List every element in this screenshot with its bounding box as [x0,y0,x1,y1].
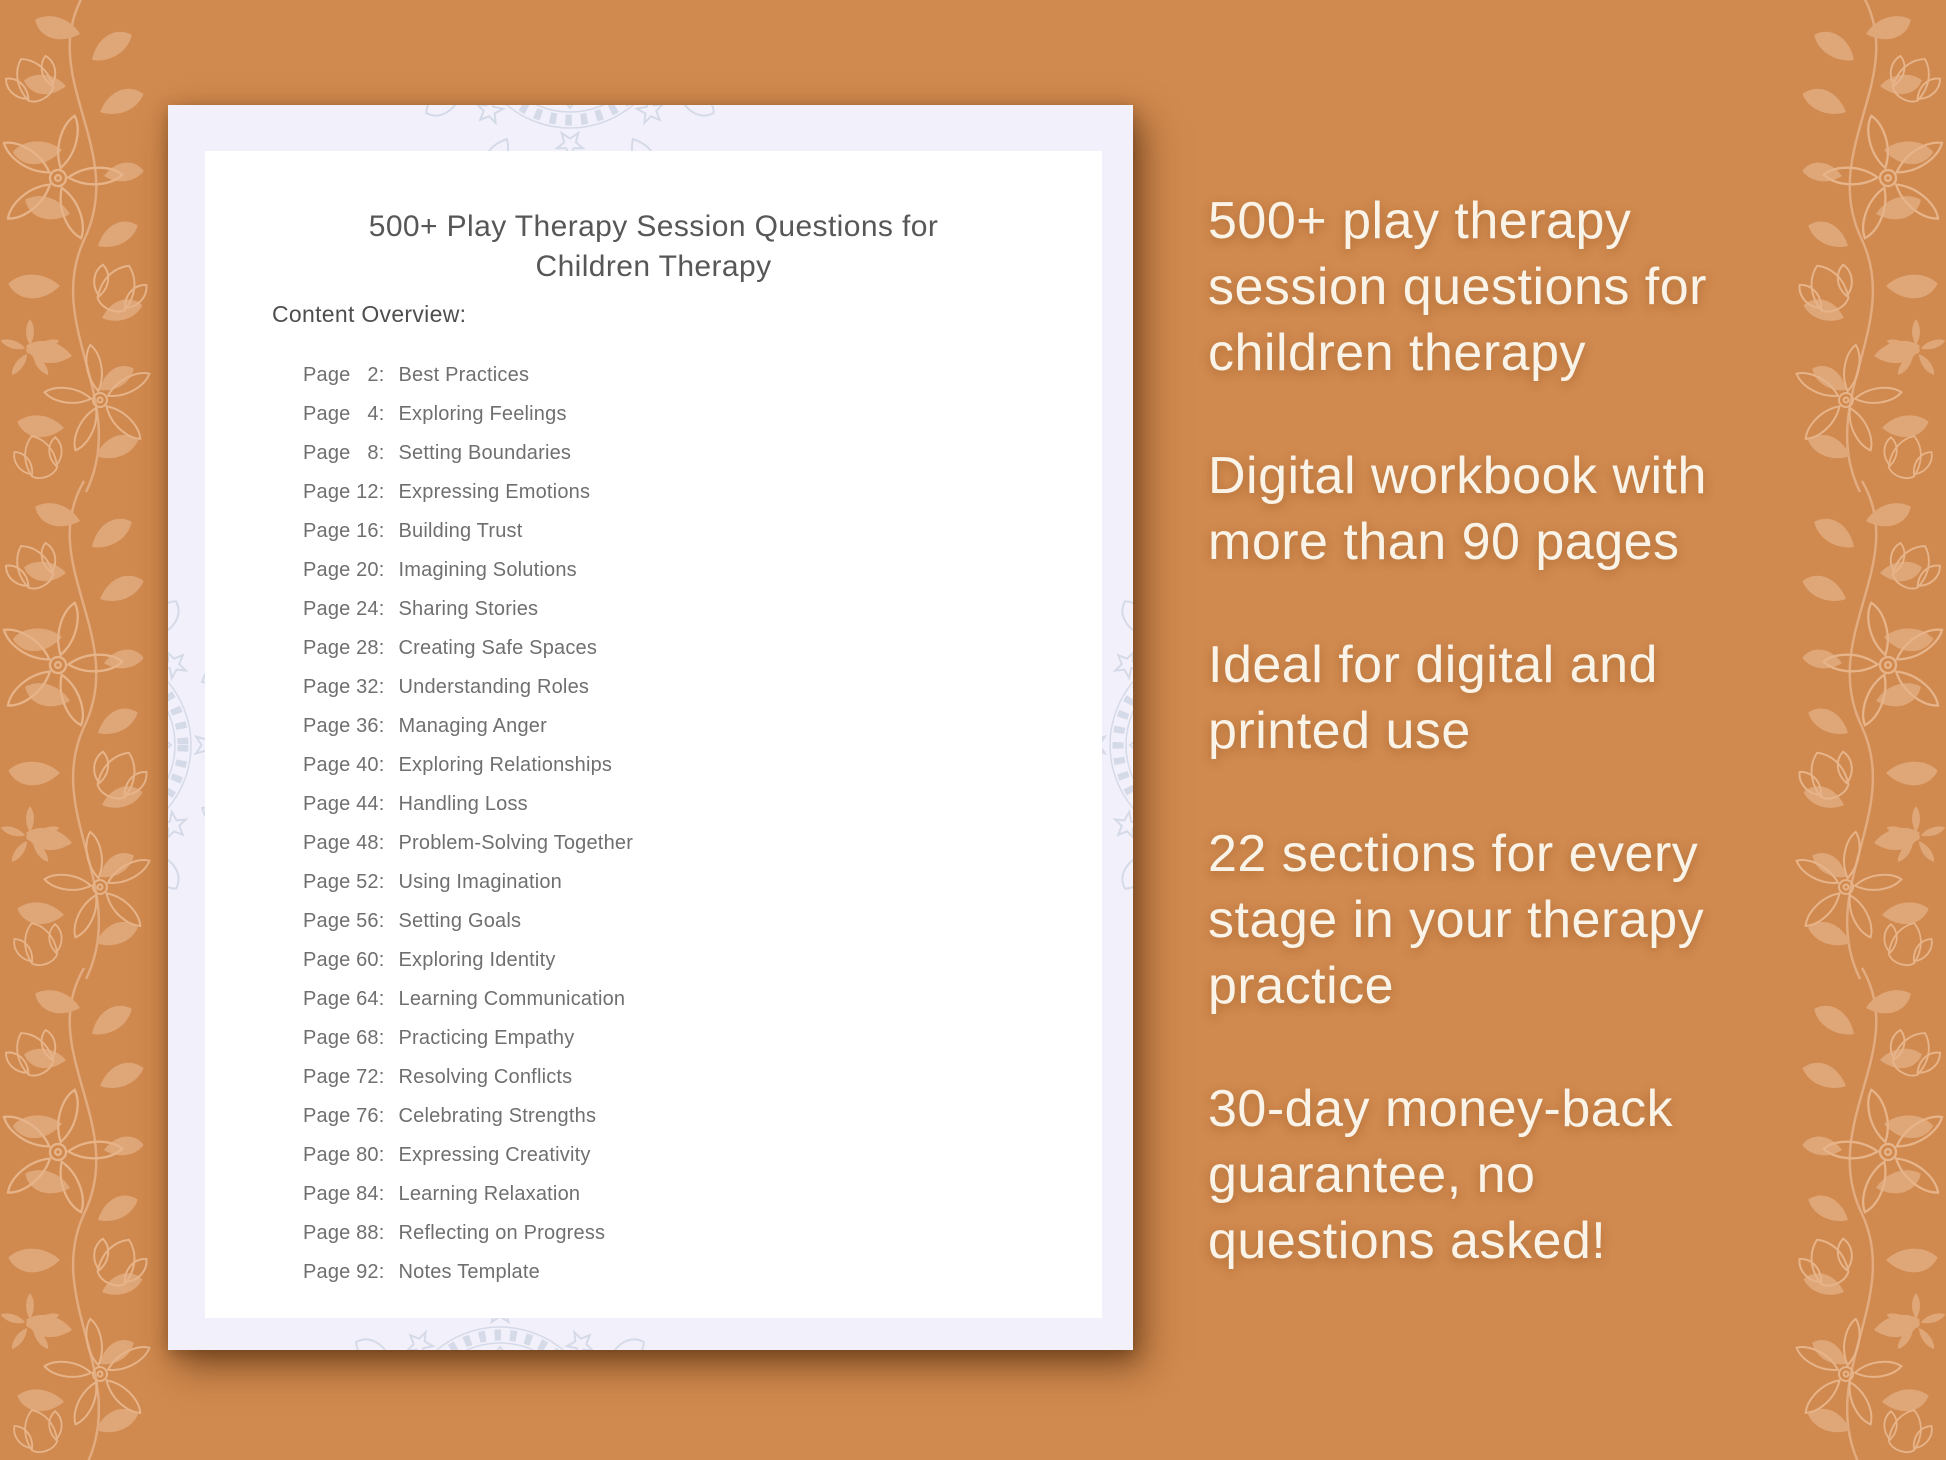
toc-row [303,989,1102,1009]
text-line: Digital workbook with [1208,447,1707,505]
page-number: 64: [356,988,385,1010]
toc-row [303,1106,1102,1126]
page-number: 48: [356,832,385,854]
page-word: Page [303,988,351,1010]
page-word: Page [303,364,351,386]
toc-entry-title: Expressing Creativity [398,1144,591,1166]
toc-entry-title: Notes Template [398,1261,540,1283]
page-word: Page [303,949,351,971]
text-line: printed use [1208,702,1471,760]
page-number: 92: [356,1261,385,1283]
toc-entry-title: Exploring Identity [398,949,556,971]
page-word: Page [303,1183,351,1205]
page-word: Page [303,832,351,854]
toc-entry-title: Exploring Relationships [398,754,613,776]
text-line: stage in your therapy [1208,891,1705,949]
page-word: Page [303,598,351,620]
toc-entry-title: Using Imagination [398,871,563,893]
page-word: Page [303,1066,351,1088]
text-line: 22 sections for every [1208,825,1699,883]
page-number: 84: [356,1183,385,1205]
page-number: 36: [356,715,385,737]
benefit-item [1208,821,1838,1019]
floral-border-left [0,0,160,1460]
text-line: questions asked! [1208,1212,1607,1270]
toc-row [303,794,1102,814]
text-line: guarantee, no [1208,1146,1536,1204]
toc-entry-title: Learning Relaxation [398,1183,581,1205]
toc-entry-title: Reflecting on Progress [398,1222,606,1244]
text-line: children therapy [1208,324,1586,382]
page-number: 44: [356,793,385,815]
toc-entry-title: Imagining Solutions [398,559,577,581]
page-word: Page [303,559,351,581]
page-number: 88: [356,1222,385,1244]
toc-row [303,365,1102,385]
page-word: Page [303,715,351,737]
page-word: Page [303,1027,351,1049]
toc-row [303,482,1102,502]
page-word: Page [303,637,351,659]
page-number: 24: [356,598,385,620]
toc-entry-title: Exploring Feelings [398,403,567,425]
page-word: Page [303,910,351,932]
toc-row [303,1262,1102,1282]
benefit-item [1208,632,1838,764]
page-number: 20: [356,559,385,581]
toc-row [303,404,1102,424]
page-word: Page [303,1144,351,1166]
toc-entry-title: Expressing Emotions [398,481,591,503]
page-number: 32: [356,676,385,698]
text-line: 500+ play therapy [1208,192,1632,250]
toc-row [303,1028,1102,1048]
page-word: Page [303,1222,351,1244]
page-number: 4: [367,403,385,425]
page-word: Page [303,1261,351,1283]
page-word: Page [303,520,351,542]
text-line: more than 90 pages [1208,513,1680,571]
toc-row [303,521,1102,541]
content-overview-label: Content Overview: [272,301,467,327]
page-word: Page [303,793,351,815]
page-number: 8: [367,442,385,464]
toc-row [303,443,1102,463]
page-word: Page [303,871,351,893]
text-line: practice [1208,957,1395,1015]
toc-entry-title: Problem-Solving Together [398,832,634,854]
page-number: 28: [356,637,385,659]
toc-row [303,833,1102,853]
toc-row [303,755,1102,775]
toc-entry-title: Understanding Roles [398,676,590,698]
page-number: 76: [356,1105,385,1127]
toc-row [303,560,1102,580]
page-word: Page [303,754,351,776]
benefit-item [1208,443,1838,575]
page-number: 52: [356,871,385,893]
toc-entry-title: Managing Anger [398,715,547,737]
page-number: 12: [356,481,385,503]
toc-row [303,1145,1102,1165]
page-number: 68: [356,1027,385,1049]
text-line: 30-day money-back [1208,1080,1674,1138]
page-number: 60: [356,949,385,971]
benefit-item [1208,1076,1838,1274]
page-number: 40: [356,754,385,776]
page-word: Page [303,676,351,698]
text-line: Ideal for digital and [1208,636,1658,694]
page-number: 56: [356,910,385,932]
document-page [205,151,1102,1318]
toc-row [303,911,1102,931]
toc-row [303,638,1102,658]
page-number: 80: [356,1144,385,1166]
toc-entry-title: Setting Boundaries [398,442,572,464]
page-number: 16: [356,520,385,542]
page-number: 2: [367,364,385,386]
toc-row [303,677,1102,697]
document-title: 500+ Play Therapy Session Questions for Children Therapy [368,210,939,283]
toc-row [303,1223,1102,1243]
toc-row [303,599,1102,619]
benefit-item [1208,188,1838,386]
toc-entry-title: Learning Communication [398,988,626,1010]
toc-row [303,1067,1102,1087]
benefits-list [1208,188,1838,1331]
toc-list [303,365,1102,1282]
toc-entry-title: Best Practices [398,364,530,386]
toc-row [303,872,1102,892]
page-word: Page [303,1105,351,1127]
toc-row [303,1184,1102,1204]
toc-entry-title: Practicing Empathy [398,1027,575,1049]
toc-entry-title: Setting Goals [398,910,522,932]
workbook-document [168,105,1133,1350]
toc-entry-title: Sharing Stories [398,598,539,620]
text-line: session questions for [1208,258,1707,316]
page-word: Page [303,442,351,464]
page-word: Page [303,481,351,503]
toc-row [303,950,1102,970]
toc-entry-title: Handling Loss [398,793,528,815]
page-number: 72: [356,1066,385,1088]
toc-entry-title: Building Trust [398,520,523,542]
toc-entry-title: Creating Safe Spaces [398,637,598,659]
toc-entry-title: Resolving Conflicts [398,1066,573,1088]
page-word: Page [303,403,351,425]
toc-entry-title: Celebrating Strengths [398,1105,597,1127]
toc-row [303,716,1102,736]
